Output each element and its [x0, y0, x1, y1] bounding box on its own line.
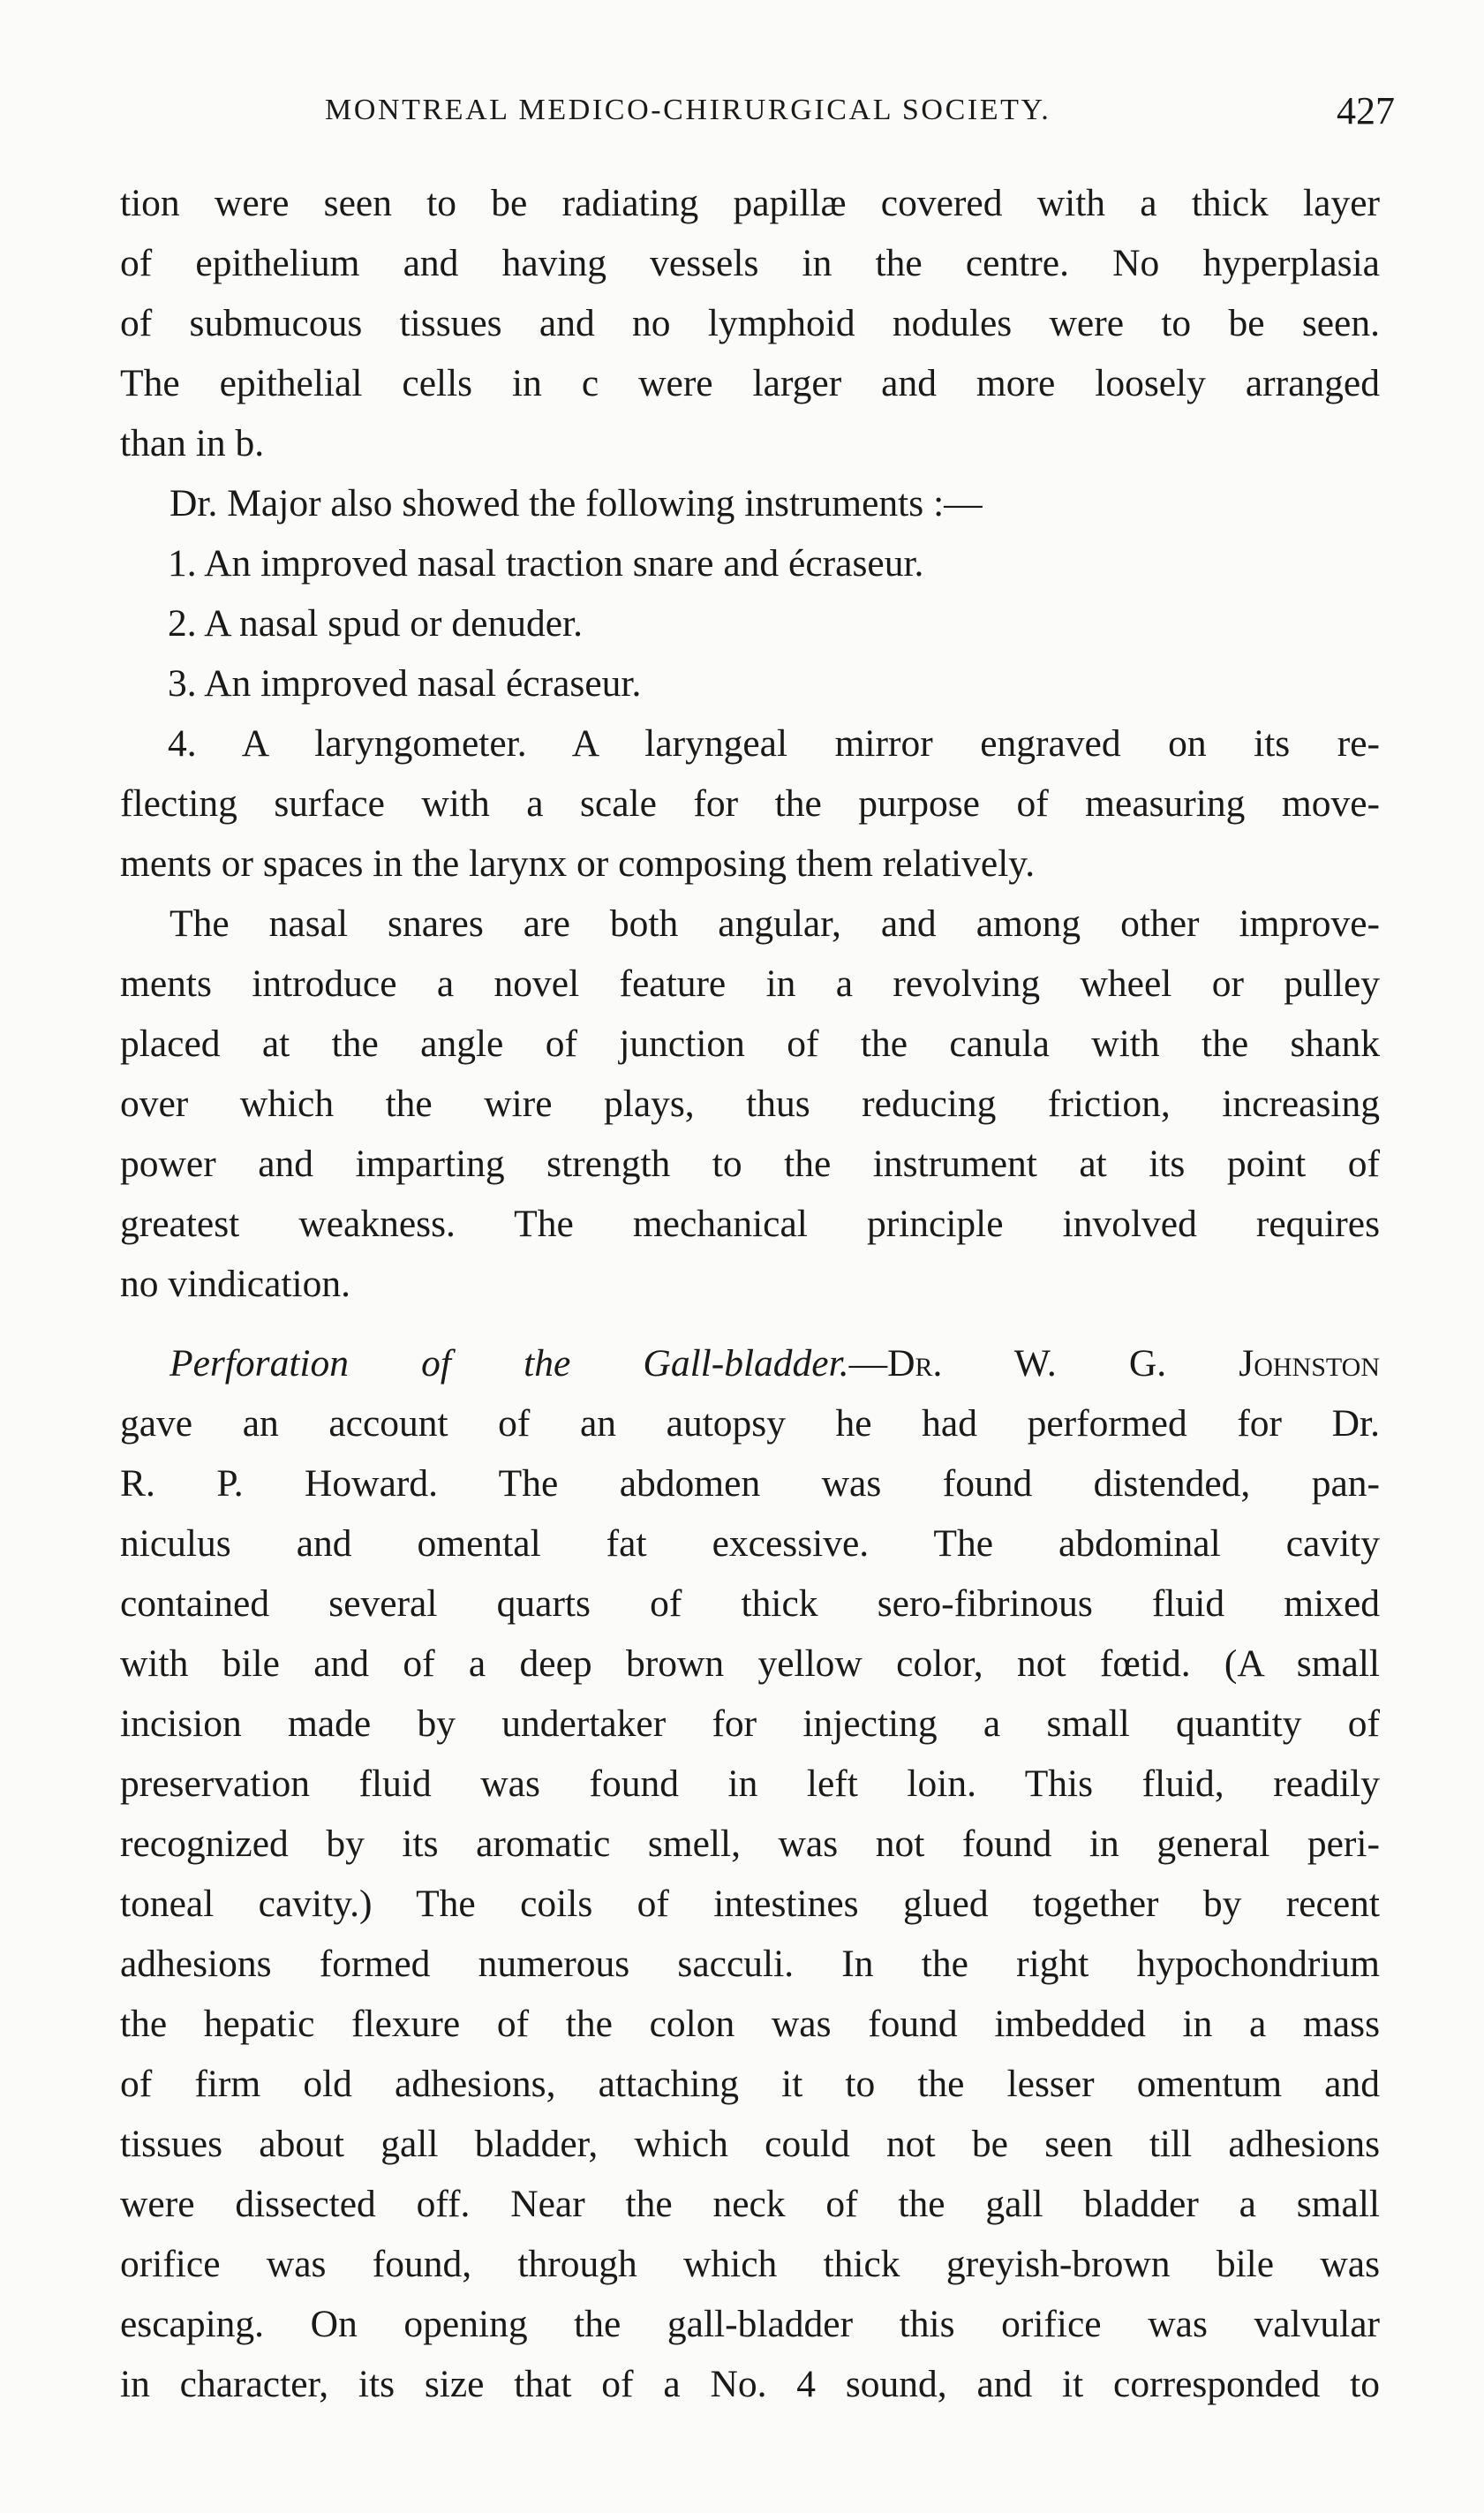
author-name: —Dr. W. G. Johnston [848, 1342, 1381, 1385]
text-line: adhesions formed numerous sacculi. In the right hypochondrium [120, 1943, 1380, 1985]
text-line: of submucous tissues and no lymphoid nodules were to be seen. [120, 302, 1380, 344]
text-line: flecting surface with a scale for the purpose of measuring move- [120, 782, 1380, 825]
section-title: Perforation of the Gall-bladder. [169, 1342, 849, 1385]
text-line: Dr. Major also showed the following instruments :— [169, 482, 983, 524]
text-line: orifice was found, through which thick greyish-brown bile was [120, 2243, 1380, 2285]
text-line: preservation fluid was found in left loin. This fluid, readily [120, 1762, 1380, 1805]
text-line: toneal cavity.) The coils of intestines glued together by recent [120, 1883, 1380, 1925]
paragraph-gap [120, 1314, 1380, 1333]
text-line: with bile and of a deep brown yellow color, not fœtid. (A small [120, 1642, 1380, 1685]
text-line: were dissected off. Near the neck of the gall bladder a small [120, 2183, 1380, 2225]
text-line: ments or spaces in the larynx or composing them relatively. [120, 842, 1036, 885]
running-header [265, 88, 1395, 141]
text-line: contained several quarts of thick sero-fibrinous fluid mixed [120, 1582, 1380, 1625]
text-line: niculus and omental fat excessive. The abdominal cavity [120, 1522, 1380, 1565]
running-title: MONTREAL MEDICO-CHIRURGICAL SOCIETY. [325, 94, 1051, 126]
text-line: over which the wire plays, thus reducing friction, increasing [120, 1083, 1380, 1125]
text-line: than in b. [120, 422, 265, 464]
text-line: ments introduce a novel feature in a revolving wheel or pulley [120, 962, 1380, 1005]
text-line: recognized by its aromatic smell, was not found in general peri- [120, 1822, 1380, 1865]
text-line: escaping. On opening the gall-bladder this orifice was valvular [120, 2303, 1380, 2345]
list-item: 4. A laryngometer. A laryngeal mirror engraved on its re- [168, 722, 1380, 765]
list-item: 3. An improved nasal écraseur. [168, 662, 642, 705]
text-line: R. P. Howard. The abdomen was found distended, pan- [120, 1462, 1380, 1505]
text-line: no vindication. [120, 1263, 350, 1305]
text-line: of firm old adhesions, attaching it to the lesser omentum and [120, 2063, 1380, 2105]
list-item: 1. An improved nasal traction snare and écraseur. [168, 542, 924, 585]
text-line: gave an account of an autopsy he had performed for Dr. [120, 1402, 1380, 1445]
text-line: in character, its size that of a No. 4 sound, and it corresponded to [120, 2363, 1380, 2405]
page-number: 427 [1337, 89, 1395, 132]
text-line: placed at the angle of junction of the canula with the shank [120, 1023, 1380, 1065]
body-text [120, 173, 1380, 2414]
text-line: power and imparting strength to the instrument at its point of [120, 1143, 1380, 1185]
section-heading-line [120, 1333, 1380, 1393]
text-line: The epithelial cells in c were larger and more loosely arranged [120, 362, 1380, 404]
list-item: 2. A nasal spud or denuder. [168, 602, 583, 645]
text-line: greatest weakness. The mechanical principle involved requires [120, 1203, 1380, 1245]
text-line: tion were seen to be radiating papillæ covered with a thick layer [120, 182, 1380, 224]
text-line: incision made by undertaker for injecting a small quantity of [120, 1702, 1380, 1745]
text-line: The nasal snares are both angular, and among other improve- [169, 902, 1380, 945]
text-line: tissues about gall bladder, which could not be seen till adhesions [120, 2123, 1380, 2165]
text-line: the hepatic flexure of the colon was found imbedded in a mass [120, 2003, 1380, 2045]
text-line: of epithelium and having vessels in the centre. No hyperplasia [120, 242, 1380, 284]
